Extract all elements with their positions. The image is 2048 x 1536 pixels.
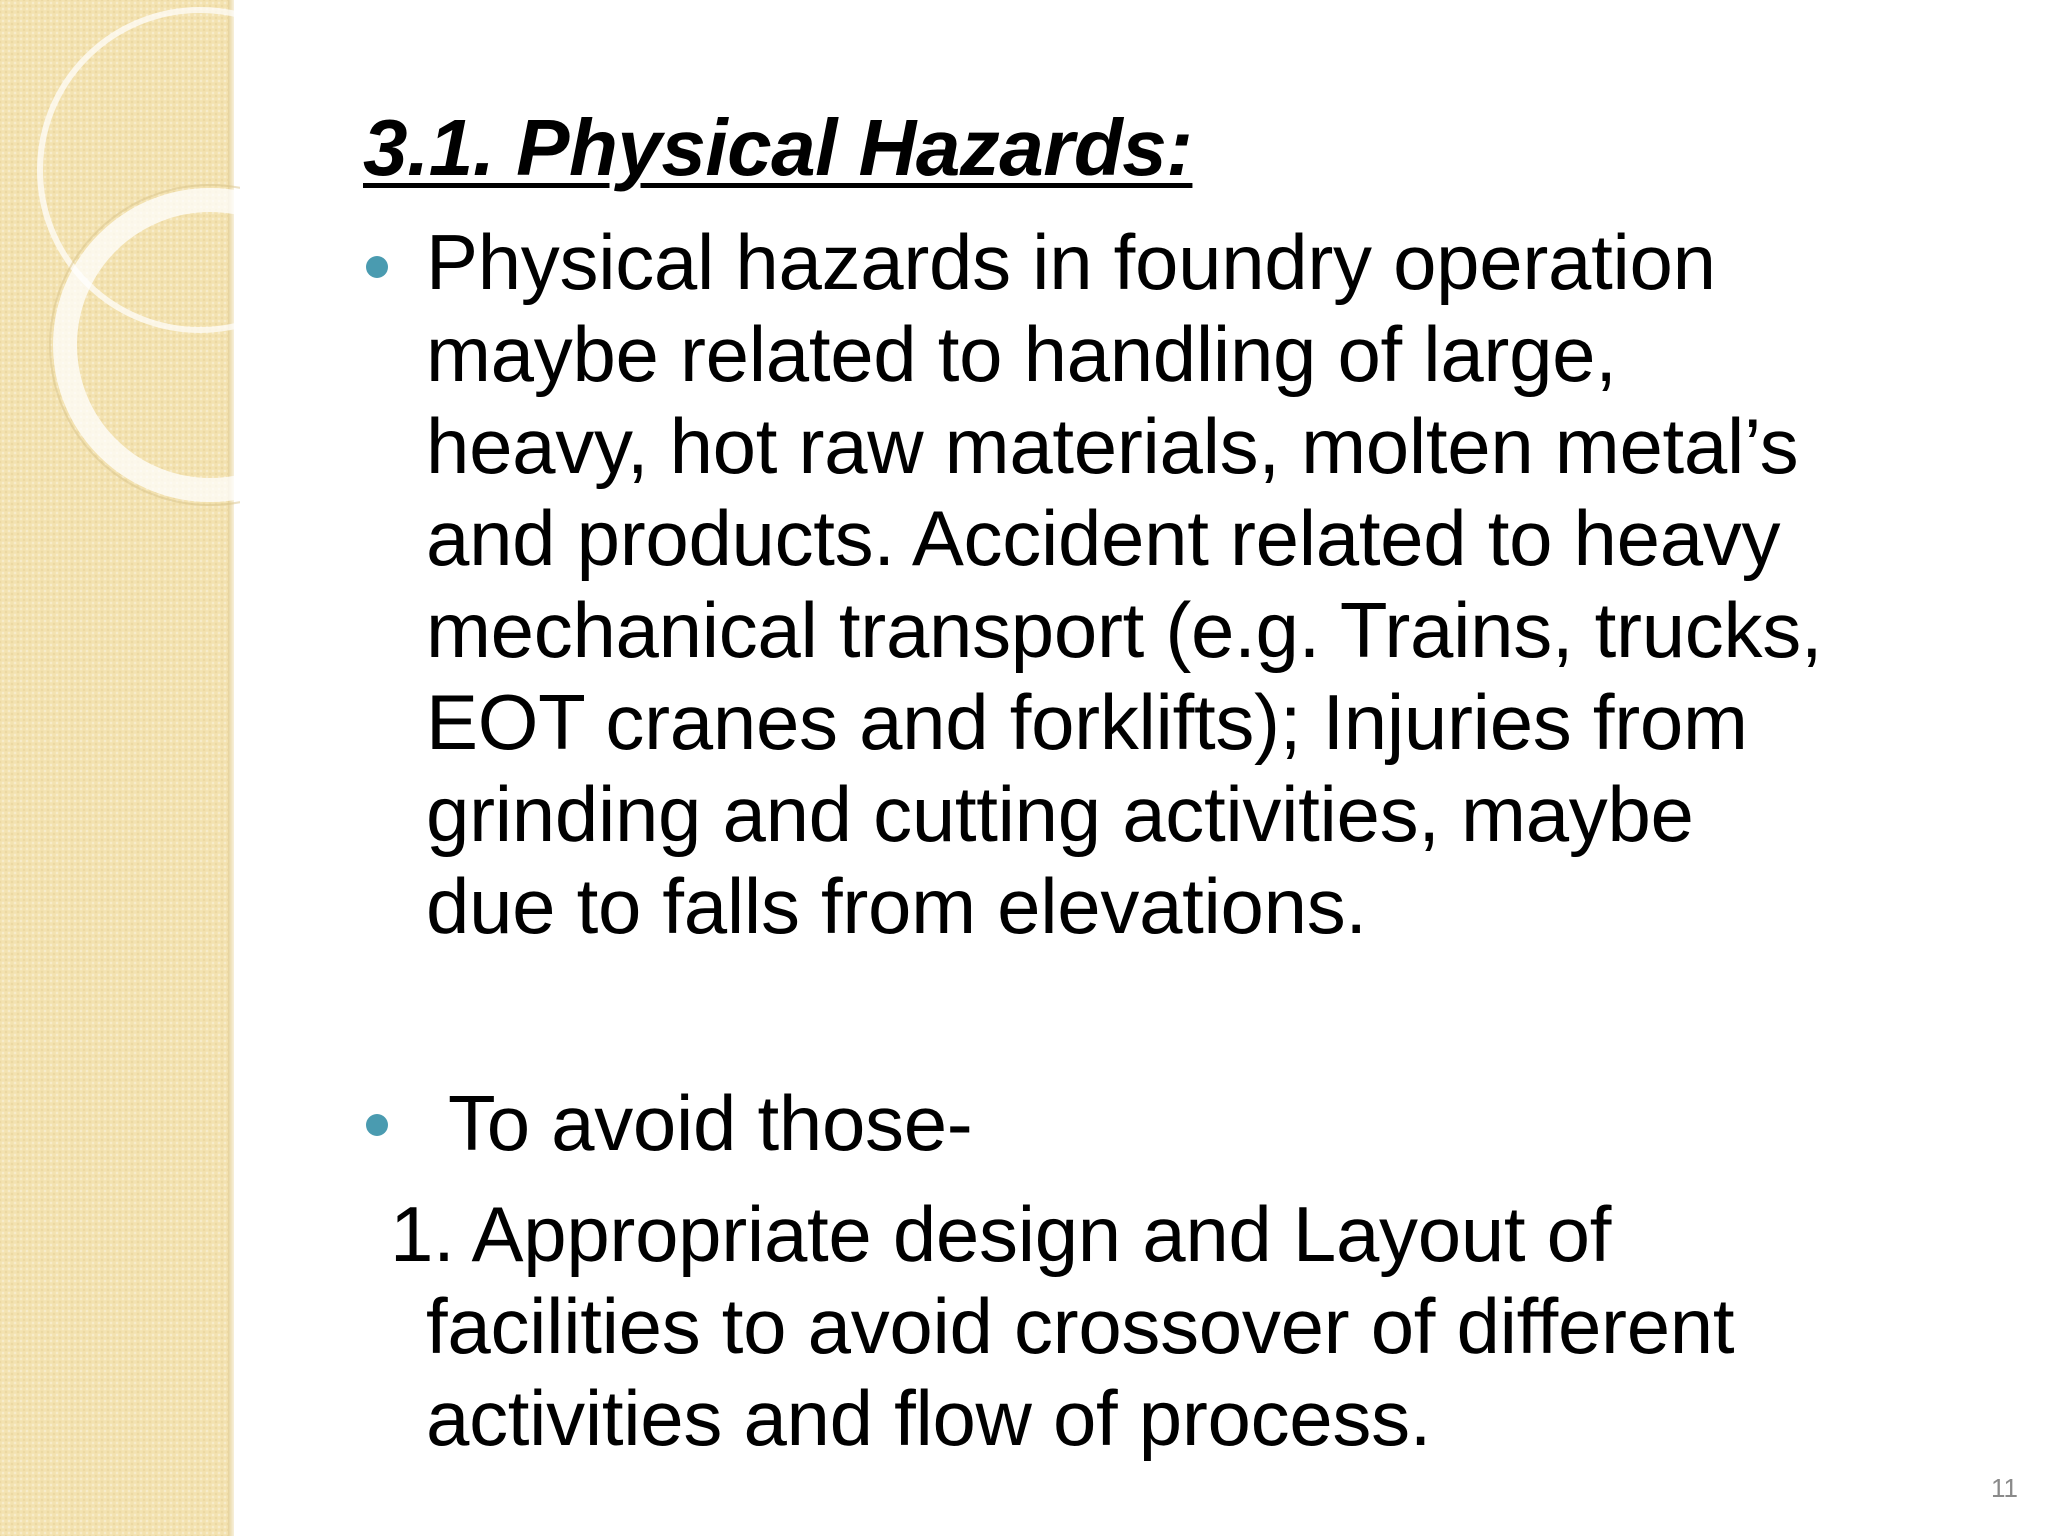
bullet-paragraph-physical-hazards xyxy=(426,216,1822,952)
numbered-item-1 xyxy=(390,1188,1734,1464)
paragraph-line: and products. Accident related to heavy xyxy=(426,494,1781,582)
bullet-icon xyxy=(366,256,388,278)
paragraph-line: due to falls from elevations. xyxy=(426,862,1367,950)
paragraph-line: mechanical transport (e.g. Trains, trucks, xyxy=(426,586,1823,674)
paragraph-line: EOT cranes and forklifts); Injuries from xyxy=(426,678,1748,766)
decorative-rings xyxy=(0,0,240,520)
paragraph-line: grinding and cutting activities, maybe xyxy=(426,770,1694,858)
decorative-ring-outline xyxy=(50,185,240,505)
bullet-icon xyxy=(366,1114,388,1136)
item-line: facilities to avoid crossover of different xyxy=(426,1282,1735,1370)
slide-title: 3.1. Physical Hazards: xyxy=(363,103,1193,192)
item-line: 1. Appropriate design and Layout of xyxy=(390,1190,1612,1278)
page-number: 11 xyxy=(1991,1473,2018,1503)
decorative-ring-thick xyxy=(65,200,240,490)
bullet-to-avoid: To avoid those- xyxy=(448,1079,973,1167)
item-line: activities and flow of process. xyxy=(426,1374,1432,1462)
paragraph-line: maybe related to handling of large, xyxy=(426,310,1617,398)
paragraph-line: heavy, hot raw materials, molten metal’s xyxy=(426,402,1799,490)
paragraph-line: Physical hazards in foundry operation xyxy=(426,218,1716,306)
